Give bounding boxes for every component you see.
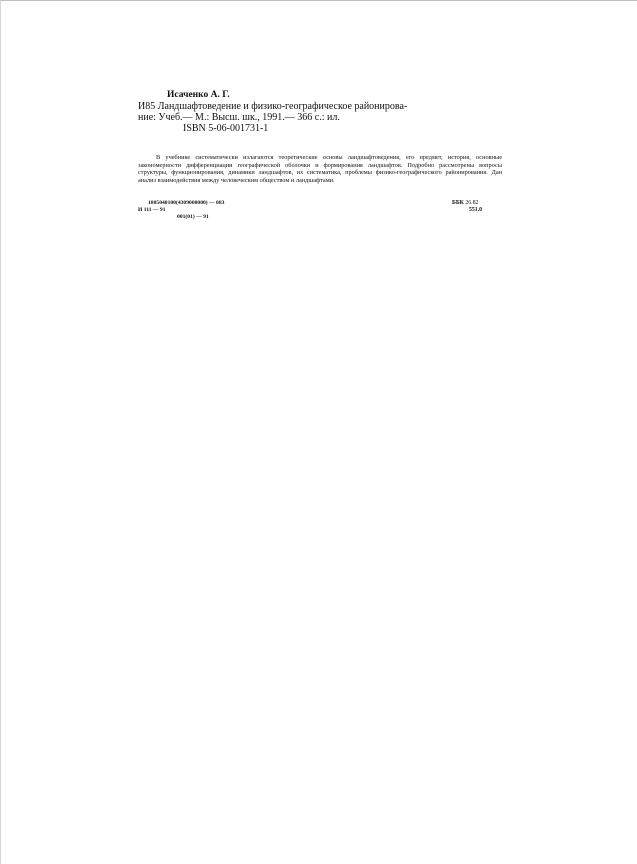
bbk-value: 26.82 bbox=[465, 200, 479, 206]
book-annotation: В учебнике систематически излагаются теоретические основы ландшафтоведения, его предмет, история, основные закономерности дифференциации географической оболочки и формирования ландшафтов. Подробно рассмотрены вопросы структуры, функционирования, динамики ландшафтов, их систематика, проблемы физико-географического районирования. Дан анализ взаимодействия между человеческим обществом и ландшафтами. bbox=[138, 154, 502, 185]
bbk-label: ББК bbox=[452, 200, 464, 206]
isbn-number: ISBN 5-06-001731-1 bbox=[183, 123, 269, 134]
catalog-code-line-3: 001(01) — 91 bbox=[177, 214, 209, 220]
author-name: Исаченко А. Г. bbox=[167, 90, 230, 100]
catalog-code-line-1: 1805040100(4309000000) — 083 bbox=[148, 200, 225, 206]
bbk-classification bbox=[452, 200, 478, 206]
udc-classification: 551.0 bbox=[469, 207, 483, 213]
bibliographic-title-line-1: И85 Ландшафтоведение и физико-географическое районирова- bbox=[138, 101, 408, 112]
catalog-code-line-2: И 111 — 91 bbox=[138, 207, 166, 213]
bibliographic-title-line-2: ние: Учеб.— М.: Высш. шк., 1991.— 366 с.: ил. bbox=[138, 112, 340, 123]
